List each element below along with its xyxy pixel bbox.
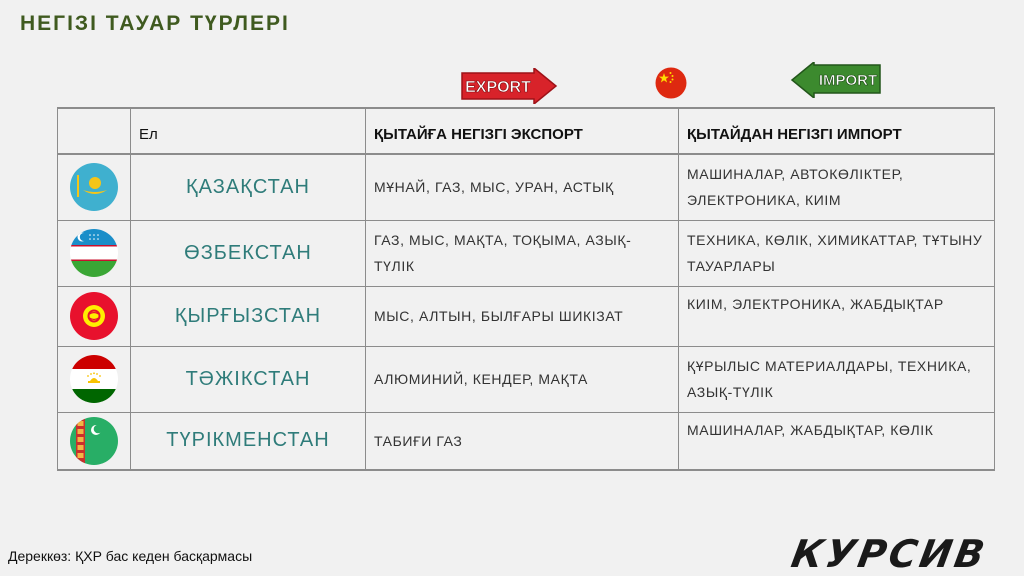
uzbekistan-flag-icon [70, 229, 118, 277]
table-row [58, 412, 995, 470]
export-label: EXPORT [465, 79, 531, 96]
export-goods: МҰНАЙ, ГАЗ, МЫС, УРАН, АСТЫҚ [366, 154, 679, 220]
import-goods: ТЕХНИКА, КӨЛІК, ХИМИКАТТАР, ТҰТЫНУ ТАУАРЛАРЫ [679, 220, 995, 286]
export-goods: ГАЗ, МЫС, МАҚТА, ТОҚЫМА, АЗЫҚ-ТҮЛІК [366, 220, 679, 286]
table-row [58, 286, 995, 346]
table-row [58, 154, 995, 220]
country-name: ҚАЗАҚСТАН [131, 154, 366, 220]
export-goods: МЫС, АЛТЫН, БЫЛҒАРЫ ШИКІЗАТ [366, 286, 679, 346]
import-arrow-icon [790, 62, 882, 98]
import-goods: КИІМ, ЭЛЕКТРОНИКА, ЖАБДЫҚТАР [679, 286, 995, 346]
table-row [58, 220, 995, 286]
country-name: ТҮРІКМЕНСТАН [131, 412, 366, 470]
kazakhstan-flag-icon [70, 163, 118, 211]
kursiv-logo: КУРСИВ [788, 532, 991, 576]
export-goods: АЛЮМИНИЙ, КЕНДЕР, МАҚТА [366, 346, 679, 412]
country-column-header: Ел [131, 108, 366, 154]
trade-table [57, 107, 995, 471]
import-goods: МАШИНАЛАР, ЖАБДЫҚТАР, КӨЛІК [679, 412, 995, 470]
country-name: ӨЗБЕКСТАН [131, 220, 366, 286]
import-label: IMPORT [818, 72, 878, 89]
turkmenistan-flag-icon [70, 417, 118, 465]
china-flag-icon [655, 67, 687, 99]
flag-column-header [58, 108, 131, 154]
import-goods: МАШИНАЛАР, АВТОКӨЛІКТЕР, ЭЛЕКТРОНИКА, КИІМ [679, 154, 995, 220]
export-column-header: ҚЫТАЙҒА НЕГІЗГІ ЭКСПОРТ [366, 108, 679, 154]
kyrgyzstan-flag-icon [70, 292, 118, 340]
import-column-header: ҚЫТАЙДАН НЕГІЗГІ ИМПОРТ [679, 108, 995, 154]
table-header-row [58, 108, 995, 154]
import-goods: ҚҰРЫЛЫС МАТЕРИАЛДАРЫ, ТЕХНИКА, АЗЫҚ-ТҮЛІК [679, 346, 995, 412]
source-note: Дереккөз: ҚХР бас кеден басқармасы [8, 548, 253, 564]
export-arrow-icon [460, 68, 558, 104]
country-name: ҚЫРҒЫЗСТАН [131, 286, 366, 346]
country-name: ТӘЖІКСТАН [131, 346, 366, 412]
tajikistan-flag-icon [70, 355, 118, 403]
table-row [58, 346, 995, 412]
export-goods: ТАБИҒИ ГАЗ [366, 412, 679, 470]
page-title: НЕГІЗІ ТАУАР ТҮРЛЕРІ [20, 12, 290, 35]
